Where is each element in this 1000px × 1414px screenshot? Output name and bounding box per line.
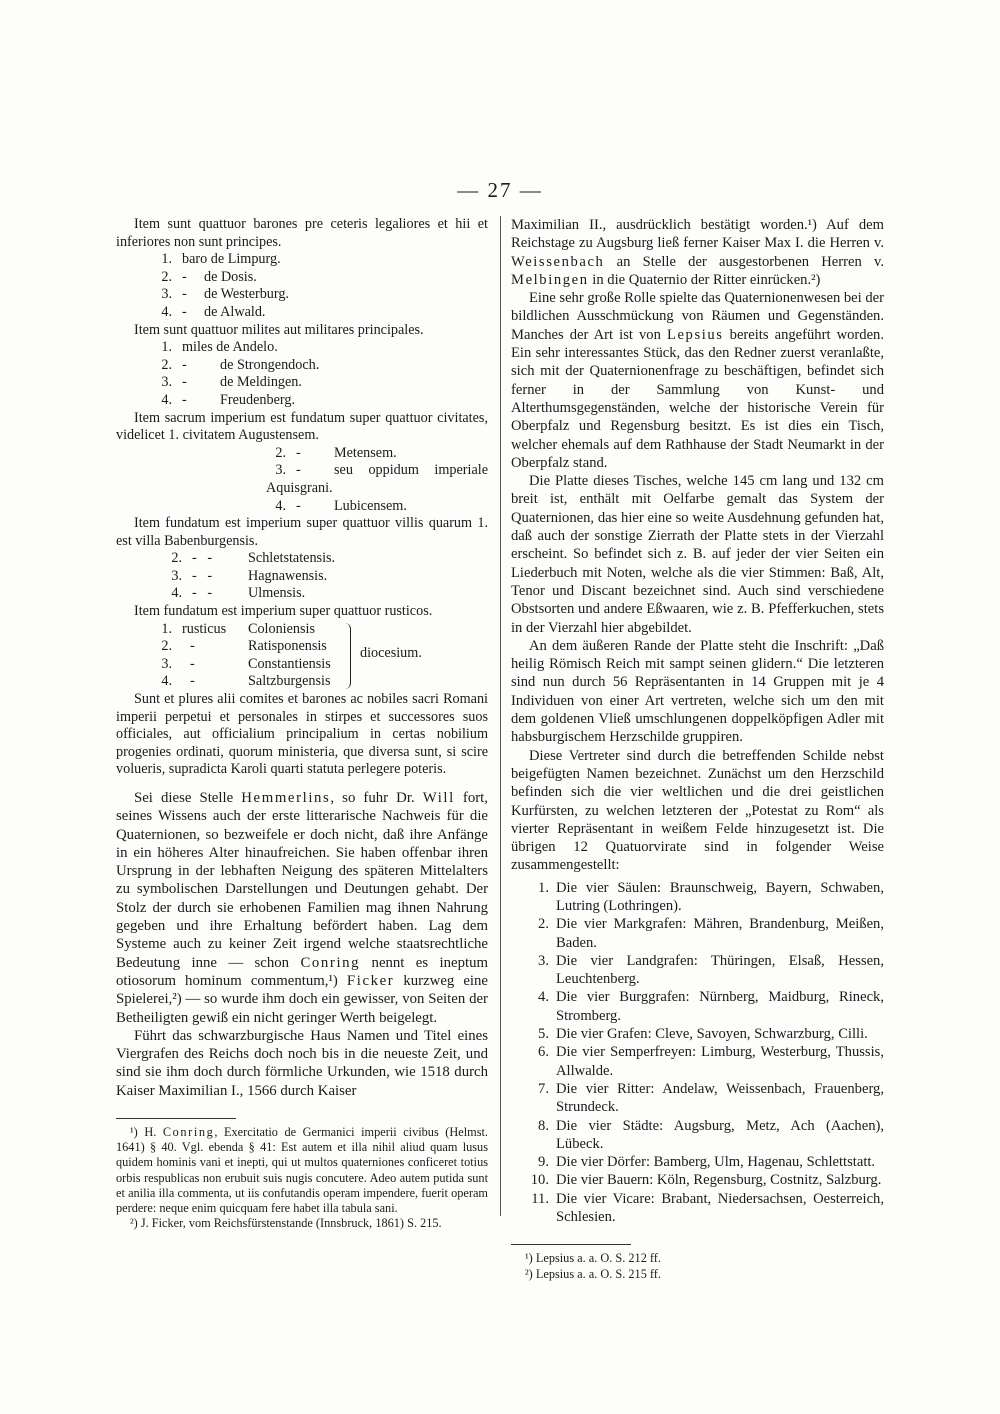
villae-list [116,550,488,603]
list-item: 3. - de Westerburg. [161,286,290,303]
footnotes [511,1251,884,1281]
list-item: 1. baro de Limpurg. [161,251,281,268]
list-item: 4. - Freudenberg. [161,391,295,408]
milites-intro: Item sunt quattuor milites aut militares principales. [134,321,424,338]
list-item: 2. - - Schletstatensis. [171,550,336,567]
footnote: ²) Lepsius a. a. O. S. 215 ff. [525,1266,661,1281]
paragraph: Führt das schwarzburgische Haus Namen und Titel eines Viergrafen des Reichs doch noch bis in die neueste Zeit, und sind sie ihm doch durch förmliche Urkunden, wie 1518 durch Kaiser Maximilian I., 1566 durch Kaiser [116,1027,488,1099]
barons-intro: Item sunt quattuor barones pre ceteris legaliores et hii et inferiores non sunt principes. [116,216,488,250]
barons-list [116,251,488,321]
paragraph: Diese Vertreter sind durch die betreffenden Schilde nebst beigefügten Namen bezeichnet. Zunächst um den Herzschild befinden sich die vier weltlichen und die drei geistlichen Kurfürsten, zu welchen letzteren der „Potestat zu Rom“ als vierter Repräsentant in weißem Felde hinzugesetzt ist. Die übrigen 12 Quatuorvirate sind in folgender Weise zusammengestellt: [511,747,884,874]
list-item: 4. - - Ulmensis. [171,585,306,602]
list-item: 5. Die vier Grafen: Cleve, Savoyen, Schwarzburg, Cilli. [538,1026,868,1043]
list-item: 4. Die vier Burggrafen: Nürnberg, Maidburg, Rineck, Stromberg. [538,989,884,1024]
list-item: 3. - - Hagnawensis. [171,567,328,584]
quatuorvirate-list [511,879,884,1227]
villae-intro: Item fundatum est imperium super quattuor villis quarum 1. est villa Babenburgensis. [116,515,488,549]
footnote: ¹) Lepsius a. a. O. S. 212 ff. [525,1251,661,1266]
list-item: 8. Die vier Städte: Augsburg, Metz, Ach (Aachen), Lübeck. [538,1117,884,1152]
list-item: 2. Die vier Markgrafen: Mähren, Brandenburg, Meißen, Baden. [538,916,884,951]
footnote: ²) J. Ficker, vom Reichsfürstenstande (Innsbruck, 1861) S. 215. [130,1216,442,1231]
list-item: 7. Die vier Ritter: Andelaw, Weissenbach, Frauenberg, Strundeck. [538,1080,884,1116]
list-item: 3. Die vier Landgrafen: Thüringen, Elsaß, Hessen, Leuchtenberg. [538,952,884,988]
list-item: 1. rusticus Coloniensis [161,620,316,637]
left-column [116,216,488,1231]
rustici-list [116,621,488,691]
list-item: 9. Die vier Dörfer: Bamberg, Ulm, Hagenau, Schlettstatt. [538,1154,876,1171]
list-item: 3. - de Meldingen. [161,374,302,391]
paragraph: Die Platte dieses Tisches, welche 145 cm lang und 132 cm breit ist, enthält mit Oelfarbe gemalt das System der Quaternionen, das hier eine so weite Ausdehnung gefunden hat, daß auch der sonstige Zierrath der Platte stets in der Vierzahl erscheint. So befindet sich z. B. auf jeder der vier Seiten ein Liederbuch mit Noten, welche als die vier Stimmen: Baß, Alt, Tenor und Discant bezeichnet sind. Auch sind verschiedene Obstsorten und andere Eßwaaren, wie z. B. Pfefferkuchen, stets in der Vierzahl hier abgebildet. [511,473,884,636]
page-number: — 27 — [457,178,543,202]
paragraph: Eine sehr große Rolle spielte das Quaternionenwesen bei der bildlichen Ausschmückung von Räumen und Gegenständen. Manches der Art ist von Lepsius bereits angeführt worden. Ein sehr interessantes Stück, das den Redner zuerst veranlaßte, sich mit der Quaternionenfrage zu beschäftigen, befindet sich ferner in der Sammlung von Kunst- und Alterthumsgegenständen, welche der historische Verein für Oberpfalz und Regensburg besitzt. Es ist dies ein Tisch, welcher ehemals auf dem Rathhause der Stadt Neumarkt in der Oberpfalz stand. [511,290,884,471]
footnote-rule [511,1244,631,1245]
latin-outro: Sunt et plures alii comites et barones ac nobiles sacri Romani imperii perpetui et personales in stirpes et successores suos officiales, aut officialium principalium in certas nobilium progenies ordinati, quorum ministeria, que diversa sunt, si scire volueris, supradicta Karoli quarti statuta perlegere poteris. [116,691,488,778]
column-divider [500,216,501,1216]
footnote: ¹) H. Conring, Exercitatio de Germanici imperii civibus (Helmst. 1641) § 40. Vgl. ebenda § 41: Est autem et illa nihil aliud quam lusus quidem hominis vani et inepti, qui ut multos quaterniones conficeret totius orbis respublicas non erubuit suis nugis concutere. Adeo autem putida sunt et anilia illa commenta, ut iis confutandis operam impendere, fuerit operam perdere: neque enim quicquam fere habet illa tabula sani. [116,1125,488,1216]
list-item: 1. miles de Andelo. [161,339,278,356]
paragraph: Sei diese Stelle Hemmerlins, so fuhr Dr. Will fort, seines Wissens auch der erste litterarische Nachweis für die Quaternionen, so bezweifele er doch nicht, daß ihre Anfänge in ein höheres Alter hinaufreichen. Sie haben offenbar ihren Ursprung in der lebhaften Neigung des späteren Mittelalters zu symbolischen Darstellungen und Deutungen gehabt. Der Stolz der durch sie erhobenen Familien mag ihnen Nahrung gegeben und ihre Erhaltung befördert haben. Lag dem Systeme auch zu keiner Zeit irgend welche staatsrechtliche Bedeutung inne — schon Conring nennt es ineptum otiosorum hominum commentum,¹) Ficker kurzweg eine Spielerei,²) — so wurde ihm doch ein gewisser, von Seiten der Betheiligten gewiß ein nicht geringer Werth beigelegt. [116,790,489,1026]
list-item: 2. - Metensem. [275,444,397,461]
brace-label: diocesium. [360,644,422,661]
list-item: 10. Die vier Bauern: Köln, Regensburg, Costnitz, Salzburg. [530,1172,882,1189]
right-column [511,216,884,1282]
list-item: 4. - Lubicensem. [275,497,407,514]
brace [342,623,351,689]
list-item: 3. - Constantiensis [161,655,331,672]
paragraph: An dem äußeren Rande der Platte steht die Inschrift: „Daß heilig Römisch Reich mit sampt seinen glidern.“ Die letzteren sind nun durch 56 Repräsentanten in 14 Gruppen mit je 4 Individuen von einer Art vertreten, welche sich um den mit dem goldenen Vließ umschlungenen doppelköpfigen Adler mit habsburgischem Herzschilde gruppiren. [511,637,884,746]
civitates-intro: Item sacrum imperium est fundatum super quattuor civitates, videlicet 1. civitatem Augustensem. [116,409,488,444]
list-item: 4. - Saltzburgensis [161,673,331,690]
list-item: 1. Die vier Säulen: Braunschweig, Bayern, Schwaben, Lutring (Lothringen). [538,879,884,914]
footnotes [116,1125,488,1231]
civitates-list [116,445,488,515]
list-item: 2. - Ratisponensis [161,638,327,655]
milites-list [116,339,488,409]
list-item: 2. - de Strongendoch. [161,356,320,373]
paragraph: Maximilian II., ausdrücklich bestätigt worden.¹) Auf dem Reichstage zu Augsburg ließ ferner Kaiser Max I. die Herren v. Weissenbach an Stelle der ausgestorbenen Herren v. Melbingen in die Quaternio der Ritter einrücken.²) [511,217,884,288]
german-text [116,789,488,1100]
rustici-intro: Item fundatum est imperium super quattuor rusticos. [134,603,433,620]
list-item: 3. - seu oppidum imperiale Aquisgrani. [266,462,488,496]
list-item: 2. - de Dosis. [161,268,257,285]
list-item: 4. - de Alwald. [161,303,266,320]
list-item: 11. Die vier Vicare: Brabant, Niedersachsen, Oesterreich, Schlesien. [531,1190,884,1226]
latin-quote [116,216,488,779]
footnote-rule [116,1118,236,1119]
list-item: 6. Die vier Semperfreyen: Limburg, Westerburg, Thussis, Allwalde. [538,1044,884,1079]
